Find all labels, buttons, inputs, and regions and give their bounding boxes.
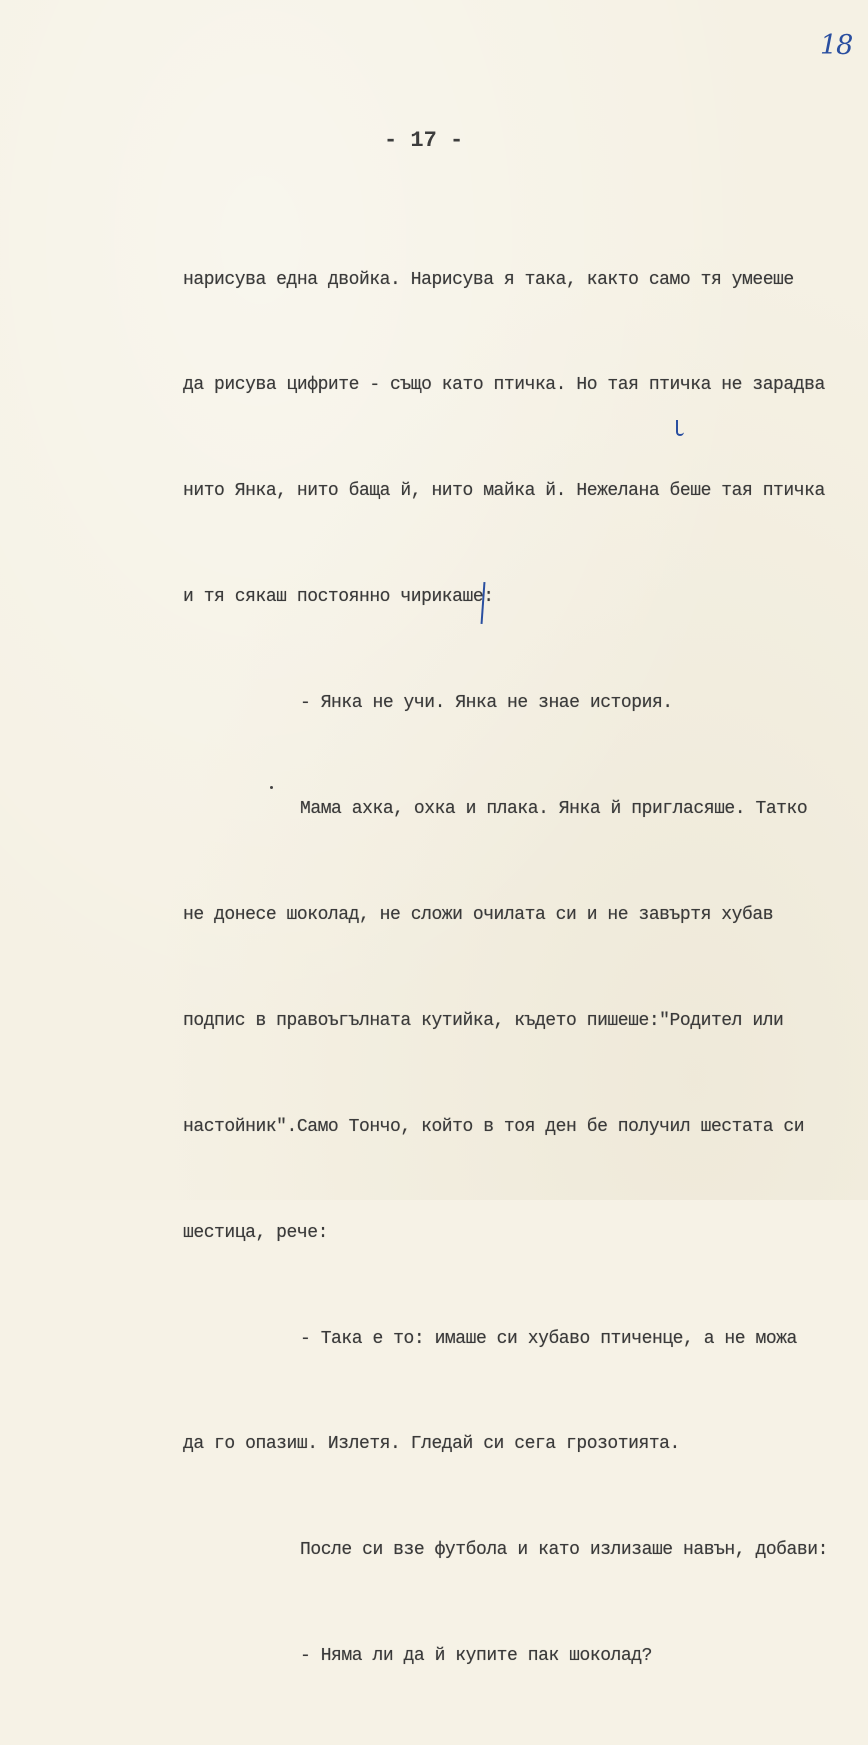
pen-correction-mark — [676, 420, 684, 436]
text-line: и тя сякаш постоянно чирикаше: — [183, 587, 494, 608]
text-line: шестица, рече: — [183, 1222, 328, 1243]
text-line: подпис в правоъгълната кутийка, където пишеше:"Родител или — [183, 1010, 784, 1031]
text-line: Мама ахка, охка и плака. Янка й пригласяше. Татко — [300, 799, 808, 820]
text-line: настойник".Само Тончо, който в тоя ден бе получил шестата си — [183, 1116, 805, 1137]
typed-body-text — [183, 192, 828, 1745]
text-line: нито Янка, нито баща й, нито майка й. Нежелана беше тая птичка — [183, 481, 825, 502]
text-line: нарисува една двойка. Нарисува я така, както само тя умееше — [183, 269, 794, 290]
text-line: да го опазиш. Излетя. Гледай си сега грозотията. — [183, 1434, 680, 1455]
text-line: - Янка не учи. Янка не знае история. — [300, 693, 673, 714]
text-line: - Така е то: имаше си хубаво птиченце, а не можа — [300, 1328, 797, 1349]
text-line: После си взе футбола и като излизаше навън, добави: — [300, 1540, 828, 1561]
text-line: да рисува цифрите - също като птичка. Но тая птичка не зарадва — [183, 375, 825, 396]
text-line: - Няма ли да й купите пак шоколад? — [300, 1646, 652, 1667]
text-line: не донесе шоколад, не сложи очилата си и не завъртя хубав — [183, 904, 774, 925]
typed-page-marker: - 17 - — [384, 128, 464, 153]
handwritten-page-number: 18 — [820, 30, 853, 61]
paper-speck — [270, 786, 273, 789]
